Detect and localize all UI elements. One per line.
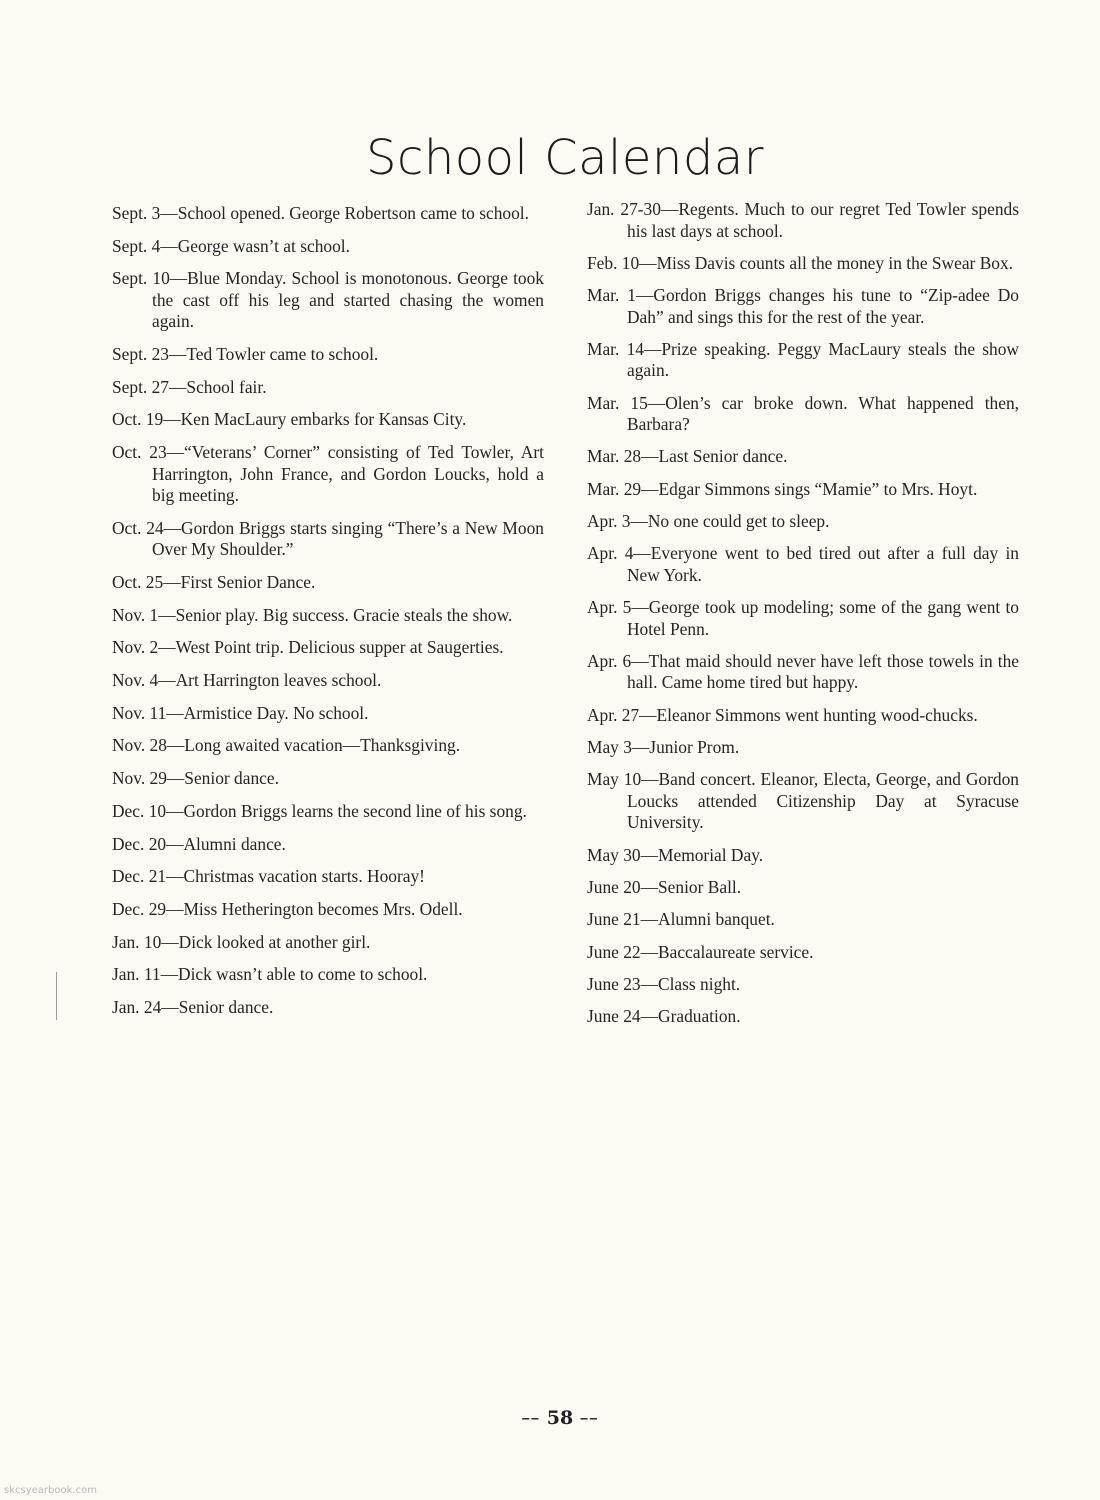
calendar-entry: Nov. 11—Armistice Day. No school. [112,702,369,723]
calendar-entry: Sept. 23—Ted Towler came to school. [112,344,379,365]
calendar-entry: May 3—Junior Prom. [587,737,740,758]
calendar-entry: Sept. 27—School fair. [112,376,267,397]
calendar-entry: June 24—Graduation. [587,1006,741,1027]
calendar-column-left [112,203,544,1030]
calendar-entry: Jan. 24—Senior dance. [112,996,274,1017]
calendar-entry: Jan. 11—Dick wasn’t able to come to school. [112,964,428,985]
calendar-entry: Apr. 5—George took up modeling; some of the gang went to Hotel Penn. [587,597,1019,639]
page-number [0,1407,1100,1429]
calendar-entry: Nov. 2—West Point trip. Delicious supper at Saugerties. [112,637,504,658]
calendar-entry: Nov. 28—Long awaited vacation—Thanksgiving. [112,735,461,756]
calendar-entry: Nov. 4—Art Harrington leaves school. [112,670,382,691]
calendar-entry: Sept. 4—George wasn’t at school. [112,235,350,256]
calendar-entry: Jan. 10—Dick looked at another girl. [112,931,371,952]
calendar-entry: Apr. 27—Eleanor Simmons went hunting wood-chucks. [587,704,978,725]
calendar-entry: Apr. 4—Everyone went to bed tired out after a full day in New York. [587,543,1019,585]
calendar-entry: Oct. 19—Ken MacLaury embarks for Kansas City. [112,409,467,430]
calendar-entry: Dec. 29—Miss Hetherington becomes Mrs. Odell. [112,898,463,919]
calendar-entry: June 22—Baccalaureate service. [587,941,814,962]
calendar-entry: Oct. 24—Gordon Briggs starts singing “There’s a New Moon Over My Shoulder.” [112,517,544,560]
calendar-entry: June 23—Class night. [587,973,741,994]
calendar-entry: Dec. 10—Gordon Briggs learns the second line of his song. [112,800,527,821]
calendar-entry: June 20—Senior Ball. [587,876,742,897]
folio-ornament-left: ‒‒ [521,1411,541,1425]
calendar-entry: Jan. 27-30—Regents. Much to our regret Ted Towler spends his last days at school. [587,199,1019,241]
calendar-entry: Nov. 1—Senior play. Big success. Gracie steals the show. [112,604,513,625]
calendar-entry: Oct. 23—“Veterans’ Corner” consisting of Ted Towler, Art Harrington, John France, and Gordon Loucks, hold a big meeting. [112,442,544,506]
calendar-entry: Mar. 15—Olen’s car broke down. What happened then, Barbara? [587,392,1019,435]
folio-ornament-right: ‒‒ [579,1411,599,1425]
page-number-value: 58 [546,1407,574,1429]
calendar-entry: Mar. 29—Edgar Simmons sings “Mamie” to Mrs. Hoyt. [587,478,978,499]
calendar-entry: Apr. 3—No one could get to sleep. [587,511,830,532]
calendar-entry: Mar. 1—Gordon Briggs changes his tune to “Zip-adee Do Dah” and sings this for the rest of the year. [587,285,1019,327]
calendar-entry: Nov. 29—Senior dance. [112,768,279,789]
calendar-entry: Apr. 6—That maid should never have left those towels in the hall. Came home tired but happy. [587,650,1019,693]
calendar-column-right [587,199,1019,1038]
page-title: School Calendar [366,130,764,186]
source-watermark: skcsyearbook.com [4,1485,97,1496]
scan-mark [56,972,57,1020]
calendar-entry: Sept. 3—School opened. George Robertson came to school. [112,203,529,223]
calendar-entry: Sept. 10—Blue Monday. School is monotonous. George took the cast off his leg and started chasing the women again. [112,268,544,332]
calendar-entry: Dec. 21—Christmas vacation starts. Hooray! [112,866,425,887]
calendar-entry: Oct. 25—First Senior Dance. [112,572,316,592]
calendar-entry: Mar. 14—Prize speaking. Peggy MacLaury steals the show again. [587,338,1019,381]
calendar-entry: Mar. 28—Last Senior dance. [587,446,788,467]
calendar-entry: Feb. 10—Miss Davis counts all the money in the Swear Box. [587,252,1014,273]
calendar-entry: Dec. 20—Alumni dance. [112,833,286,854]
calendar-entry: June 21—Alumni banquet. [587,909,775,930]
calendar-entry: May 10—Band concert. Eleanor, Electa, George, and Gordon Loucks attended Citizenship Day at Syracuse University. [587,769,1019,833]
calendar-entry: May 30—Memorial Day. [587,844,764,865]
